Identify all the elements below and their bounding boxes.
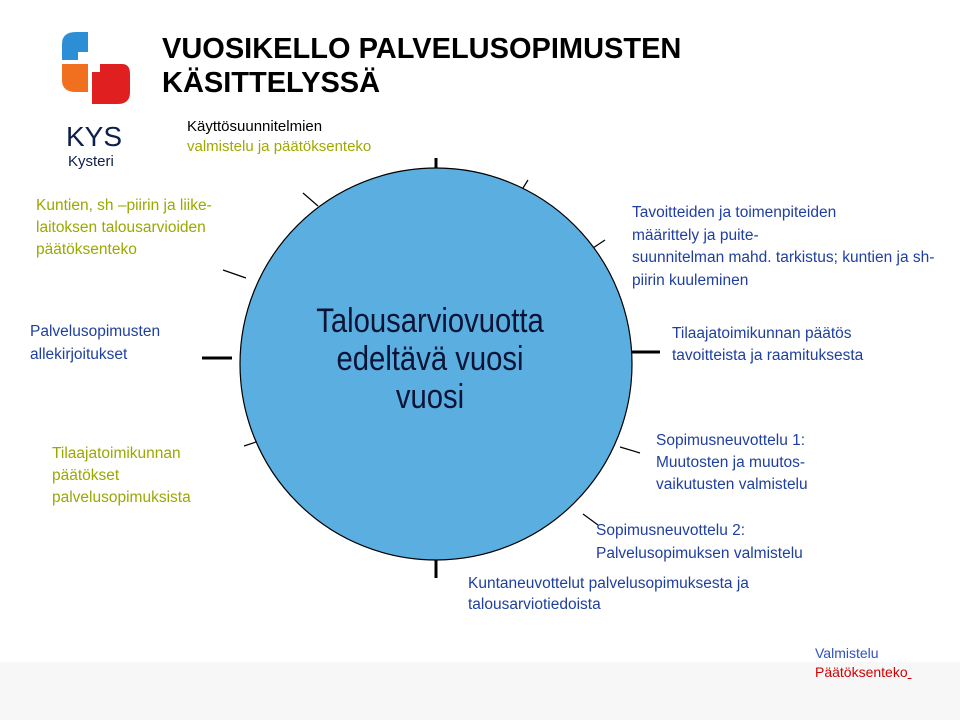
- legend-underline: [908, 664, 912, 680]
- center-line-1: Talousarviovuotta: [316, 302, 544, 340]
- label-line: Sopimusneuvottelu 1:: [656, 432, 806, 449]
- subtitle: [187, 117, 371, 157]
- clock-center-label: [310, 302, 551, 416]
- label-kuntien-talousarviot: [36, 195, 212, 261]
- label-line: Palvelusopimuksen valmistelu: [596, 545, 803, 562]
- label-sopimusneuvottelu-2: [596, 519, 803, 565]
- label-line: allekirjoitukset: [30, 346, 128, 363]
- title-line-1: VUOSIKELLO PALVELUSOPIMUSTEN: [162, 33, 682, 65]
- label-kuntaneuvottelut: [468, 573, 749, 615]
- label-line: Sopimusneuvottelu 2:: [596, 522, 746, 539]
- legend-paatoksenteko-label: Päätöksenteko: [815, 664, 908, 680]
- label-line: Tavoitteiden ja toimenpiteiden: [632, 204, 837, 221]
- label-line: piirin kuuleminen: [632, 271, 749, 289]
- page-title: [162, 32, 681, 100]
- label-tilaaja-paatokset: [52, 443, 191, 509]
- label-line: tavoitteista ja raamituksesta: [672, 347, 864, 364]
- legend-paatoksenteko: [815, 663, 912, 682]
- logo-text-main: KYS: [66, 121, 123, 152]
- label-sopimusneuvottelu-1: [656, 430, 808, 496]
- label-line: Tilaajatoimikunnan: [52, 445, 181, 462]
- label-line: Palvelusopimusten: [30, 323, 161, 340]
- label-line: määrittely ja puite-: [632, 226, 759, 244]
- legend-valmistelu: Valmistelu: [815, 645, 879, 661]
- logo-text-sub: Kysteri: [68, 153, 114, 170]
- center-line-3: vuosi: [395, 378, 465, 416]
- label-line: Kuntaneuvottelut palvelusopimuksesta ja: [468, 575, 749, 592]
- label-line: palvelusopimuksista: [52, 489, 191, 506]
- label-line: laitoksen talousarvioiden: [36, 219, 206, 236]
- label-line: talousarviotiedoista: [468, 596, 601, 613]
- subtitle-line-2: valmistelu ja päätöksenteko: [187, 138, 372, 155]
- label-line: päätökset: [52, 467, 120, 484]
- legend: [815, 644, 912, 682]
- label-line: Muutosten ja muutos-: [656, 454, 806, 471]
- label-tavoitteet: [632, 202, 934, 292]
- center-line-2: edeltävä vuosi: [336, 340, 524, 378]
- label-line: päätöksenteko: [36, 241, 137, 258]
- label-line: suunnitelman mahd. tarkistus; kuntien ja sh-: [632, 249, 935, 266]
- label-paatos-tavoitteet: [672, 323, 863, 367]
- label-allekirjoitukset: [30, 320, 160, 366]
- kys-logo-icon: [62, 32, 130, 104]
- label-line: vaikutusten valmistelu: [656, 476, 808, 493]
- label-line: Tilaajatoimikunnan päätös: [672, 325, 852, 342]
- title-line-2: KÄSITTELYSSÄ: [162, 67, 381, 99]
- subtitle-line-1: Käyttösuunnitelmien: [187, 118, 323, 135]
- label-line: Kuntien, sh –piirin ja liike-: [36, 197, 212, 214]
